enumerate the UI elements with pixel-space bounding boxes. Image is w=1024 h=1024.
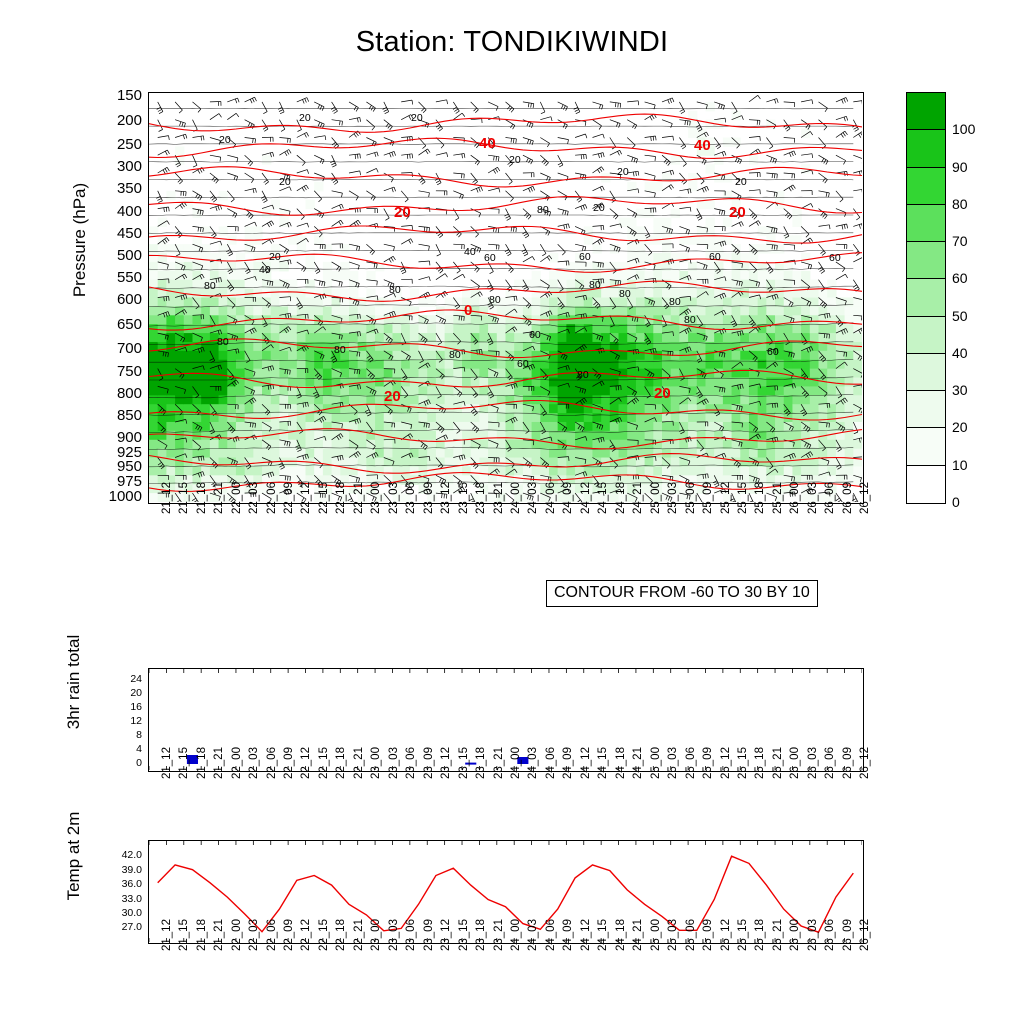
time-tick-label: 26_09: [841, 747, 854, 779]
time-tick-label: 24_15: [597, 747, 610, 779]
time-tick-label: 21_18: [195, 482, 208, 514]
time-tick-label: 21_21: [213, 482, 226, 514]
time-tick-label: 21_12: [160, 919, 173, 951]
time-tick-label: 25_18: [754, 482, 767, 514]
time-tick-label: 26_09: [841, 482, 854, 514]
pressure-tick-label: 400: [116, 202, 142, 220]
time-tick-label: 23_06: [405, 747, 418, 779]
colorbar-swatch: [907, 130, 945, 167]
time-tick-label: 22_00: [230, 919, 243, 951]
cross-section-plot: [148, 92, 864, 504]
colorbar-swatch: [907, 428, 945, 465]
time-tick-label: 24_06: [544, 482, 557, 514]
rain-tick-label: 8: [136, 729, 142, 742]
time-tick-label: 22_09: [282, 482, 295, 514]
pressure-tick-label: 900: [116, 428, 142, 446]
time-tick-label: 21_21: [213, 919, 226, 951]
time-tick-label: 26_06: [824, 747, 837, 779]
time-tick-label: 25_15: [737, 747, 750, 779]
time-tick-label: 23_18: [475, 747, 488, 779]
time-tick-label: 23_12: [440, 919, 453, 951]
time-tick-label: 23_03: [387, 919, 400, 951]
time-tick-label: 23_03: [387, 747, 400, 779]
time-tick-label: 23_21: [492, 747, 505, 779]
rain-time-axis: [148, 747, 872, 847]
time-tick-label: 24_06: [544, 747, 557, 779]
time-tick-label: 24_21: [632, 482, 645, 514]
time-tick-label: 24_00: [510, 919, 522, 951]
pressure-axis-label: Pressure (hPa): [70, 182, 89, 298]
time-tick-label: 22_18: [335, 919, 348, 951]
colorbar-swatch: [907, 354, 945, 391]
page-title: Station: TONDIKIWINDI: [355, 26, 669, 58]
colorbar-labels: [952, 92, 1002, 510]
time-tick-label: 22_06: [265, 919, 278, 951]
time-tick-label: 25_12: [719, 747, 732, 779]
rain-axis-label: 3hr rain total: [64, 634, 83, 730]
rain-tick-label: 12: [130, 715, 142, 728]
time-tick-label: 23_15: [457, 482, 470, 514]
colorbar-tick-label: 50: [952, 307, 968, 324]
colorbar-tick-label: 0: [952, 494, 960, 510]
time-tick-label: 24_18: [614, 482, 627, 514]
time-tick-label: 23_09: [422, 919, 435, 951]
time-tick-label: 23_00: [370, 919, 383, 951]
time-tick-label: 22_12: [300, 747, 313, 779]
pressure-tick-label: 600: [116, 291, 142, 309]
pressure-tick-label: 750: [116, 362, 142, 380]
time-tick-label: 22_18: [335, 482, 348, 514]
time-tick-label: 24_18: [614, 919, 627, 951]
colorbar-swatch: [907, 466, 945, 503]
colorbar-tick-label: 80: [952, 195, 968, 212]
colorbar-tick-label: 60: [952, 270, 968, 287]
colorbar-tick-label: 70: [952, 233, 968, 250]
rain-tick-label: 0: [136, 757, 142, 769]
time-tick-label: 22_15: [317, 919, 330, 951]
time-tick-label: 24_12: [579, 919, 592, 951]
time-tick-label: 26_00: [789, 482, 802, 514]
time-tick-label: 24_21: [632, 919, 645, 951]
temp-time-axis: [148, 919, 872, 1019]
time-tick-label: 25_12: [719, 919, 732, 951]
time-tick-label: 24_15: [597, 482, 610, 514]
pressure-tick-label: 650: [116, 315, 142, 333]
pressure-tick-label: 550: [116, 269, 142, 287]
colorbar-tick-label: 30: [952, 382, 968, 399]
rain-axis-ticks: [106, 668, 142, 772]
time-tick-label: 25_21: [771, 919, 784, 951]
time-tick-label: 23_12: [440, 747, 453, 779]
time-tick-label: 22_06: [265, 482, 278, 514]
temp-axis-label: Temp at 2m: [64, 811, 83, 901]
time-tick-label: 22_09: [282, 919, 295, 951]
pressure-tick-label: 350: [116, 180, 142, 198]
time-tick-label: 23_21: [492, 482, 505, 514]
time-tick-label: 24_00: [510, 747, 522, 779]
time-tick-label: 24_09: [562, 482, 575, 514]
colorbar-tick-label: 20: [952, 419, 968, 436]
time-tick-label: 26_03: [806, 919, 819, 951]
rain-tick-label: 16: [130, 701, 142, 714]
time-tick-label: 22_03: [248, 747, 261, 779]
temp-axis-ticks: [100, 840, 142, 944]
time-tick-label: 22_03: [248, 919, 261, 951]
time-tick-label: 21_15: [178, 919, 191, 951]
time-tick-label: 25_09: [702, 919, 715, 951]
cross-section-time-axis: [148, 482, 872, 582]
time-tick-label: 22_15: [317, 482, 330, 514]
time-tick-label: 22_06: [265, 747, 278, 779]
pressure-tick-label: 925: [116, 443, 142, 461]
time-tick-label: 22_09: [282, 747, 295, 779]
temp-tick-label: 36.0: [121, 878, 142, 891]
time-tick-label: 22_21: [352, 919, 365, 951]
time-tick-label: 21_18: [195, 919, 208, 951]
time-tick-label: 23_18: [475, 919, 488, 951]
time-tick-label: 25_18: [754, 747, 767, 779]
pressure-axis-ticks: [96, 87, 142, 505]
pressure-tick-label: 1000: [108, 488, 142, 505]
time-tick-label: 26_06: [824, 919, 837, 951]
pressure-tick-label: 200: [116, 111, 142, 129]
time-tick-label: 23_00: [370, 747, 383, 779]
time-tick-label: 25_06: [684, 747, 697, 779]
time-tick-label: 23_09: [422, 747, 435, 779]
time-tick-label: 23_00: [370, 482, 383, 514]
pressure-tick-label: 850: [116, 406, 142, 424]
time-tick-label: 24_15: [597, 919, 610, 951]
pressure-tick-label: 450: [116, 224, 142, 242]
time-tick-label: 25_21: [771, 747, 784, 779]
time-tick-label: 25_12: [719, 482, 732, 514]
time-tick-label: 23_18: [475, 482, 488, 514]
time-tick-label: 24_21: [632, 747, 645, 779]
time-tick-label: 26_09: [841, 919, 854, 951]
colorbar-tick-label: 90: [952, 158, 968, 175]
colorbar-swatch: [907, 205, 945, 242]
time-tick-label: 21_15: [178, 747, 191, 779]
time-tick-label: 25_06: [684, 482, 697, 514]
colorbar-swatch: [907, 168, 945, 205]
time-tick-label: 24_18: [614, 747, 627, 779]
time-tick-label: 25_03: [667, 919, 680, 951]
colorbar-tick-label: 40: [952, 344, 968, 361]
time-tick-label: 24_06: [544, 919, 557, 951]
time-tick-label: 26_12: [859, 482, 872, 514]
temp-tick-label: 39.0: [121, 863, 142, 876]
rain-tick-label: 4: [136, 743, 142, 756]
time-tick-label: 23_03: [387, 482, 400, 514]
time-tick-label: 25_06: [684, 919, 697, 951]
colorbar-swatch: [907, 317, 945, 354]
time-tick-label: 25_03: [667, 747, 680, 779]
time-tick-label: 22_12: [300, 482, 313, 514]
time-tick-label: 26_03: [806, 482, 819, 514]
time-tick-label: 25_21: [771, 482, 784, 514]
pressure-tick-label: 975: [116, 473, 142, 491]
colorbar-swatch: [907, 279, 945, 316]
time-tick-label: 24_03: [527, 747, 540, 779]
time-tick-label: 25_03: [667, 482, 680, 514]
temp-tick-label: 33.0: [121, 892, 142, 905]
time-tick-label: 26_00: [789, 919, 802, 951]
pressure-tick-label: 500: [116, 246, 142, 264]
time-tick-label: 22_21: [352, 482, 365, 514]
time-tick-label: 26_00: [789, 747, 802, 779]
time-tick-label: 22_18: [335, 747, 348, 779]
time-tick-label: 22_21: [352, 747, 365, 779]
time-tick-label: 24_09: [562, 747, 575, 779]
time-tick-label: 21_18: [195, 747, 208, 779]
pressure-tick-label: 150: [116, 87, 142, 104]
contour-note: CONTOUR FROM -60 TO 30 BY 10: [546, 580, 818, 607]
time-tick-label: 24_12: [579, 482, 592, 514]
pressure-tick-label: 300: [116, 158, 142, 176]
time-tick-label: 26_12: [859, 747, 872, 779]
time-tick-label: 21_12: [160, 482, 173, 514]
colorbar-swatch: [907, 391, 945, 428]
time-tick-label: 23_12: [440, 482, 453, 514]
time-tick-label: 22_00: [230, 482, 243, 514]
rain-tick-label: 20: [130, 687, 142, 700]
time-tick-label: 26_03: [806, 747, 819, 779]
colorbar-tick-label: 100: [952, 121, 976, 138]
time-tick-label: 23_15: [457, 747, 470, 779]
time-tick-label: 21_12: [160, 747, 173, 779]
temp-tick-label: 27.0: [121, 921, 142, 934]
colorbar-tick-label: 10: [952, 456, 968, 473]
time-tick-label: 25_09: [702, 482, 715, 514]
time-tick-label: 22_12: [300, 919, 313, 951]
time-tick-label: 25_00: [649, 919, 662, 951]
time-tick-label: 23_06: [405, 919, 418, 951]
time-tick-label: 22_00: [230, 747, 243, 779]
pressure-tick-label: 950: [116, 458, 142, 476]
time-tick-label: 25_15: [737, 482, 750, 514]
time-tick-label: 25_15: [737, 919, 750, 951]
time-tick-label: 22_15: [317, 747, 330, 779]
time-tick-label: 25_09: [702, 747, 715, 779]
time-tick-label: 25_00: [649, 482, 662, 514]
time-tick-label: 25_18: [754, 919, 767, 951]
temp-tick-label: 30.0: [121, 906, 142, 919]
time-tick-label: 23_15: [457, 919, 470, 951]
colorbar-swatch: [907, 242, 945, 279]
time-tick-label: 26_06: [824, 482, 837, 514]
rain-tick-label: 24: [130, 673, 142, 686]
time-tick-label: 24_03: [527, 482, 540, 514]
time-tick-label: 23_21: [492, 919, 505, 951]
time-tick-label: 24_12: [579, 747, 592, 779]
time-tick-label: 22_03: [248, 482, 261, 514]
colorbar: [906, 92, 946, 504]
time-tick-label: 26_12: [859, 919, 872, 951]
colorbar-swatch: [907, 93, 945, 130]
time-tick-label: 24_03: [527, 919, 540, 951]
time-tick-label: 25_00: [649, 747, 662, 779]
time-tick-label: 24_09: [562, 919, 575, 951]
time-tick-label: 24_00: [510, 482, 522, 514]
time-tick-label: 23_06: [405, 482, 418, 514]
pressure-tick-label: 700: [116, 340, 142, 358]
pressure-tick-label: 250: [116, 136, 142, 154]
time-tick-label: 23_09: [422, 482, 435, 514]
time-tick-label: 21_15: [178, 482, 191, 514]
temp-tick-label: 42.0: [121, 849, 142, 862]
time-tick-label: 21_21: [213, 747, 226, 779]
pressure-tick-label: 800: [116, 384, 142, 402]
